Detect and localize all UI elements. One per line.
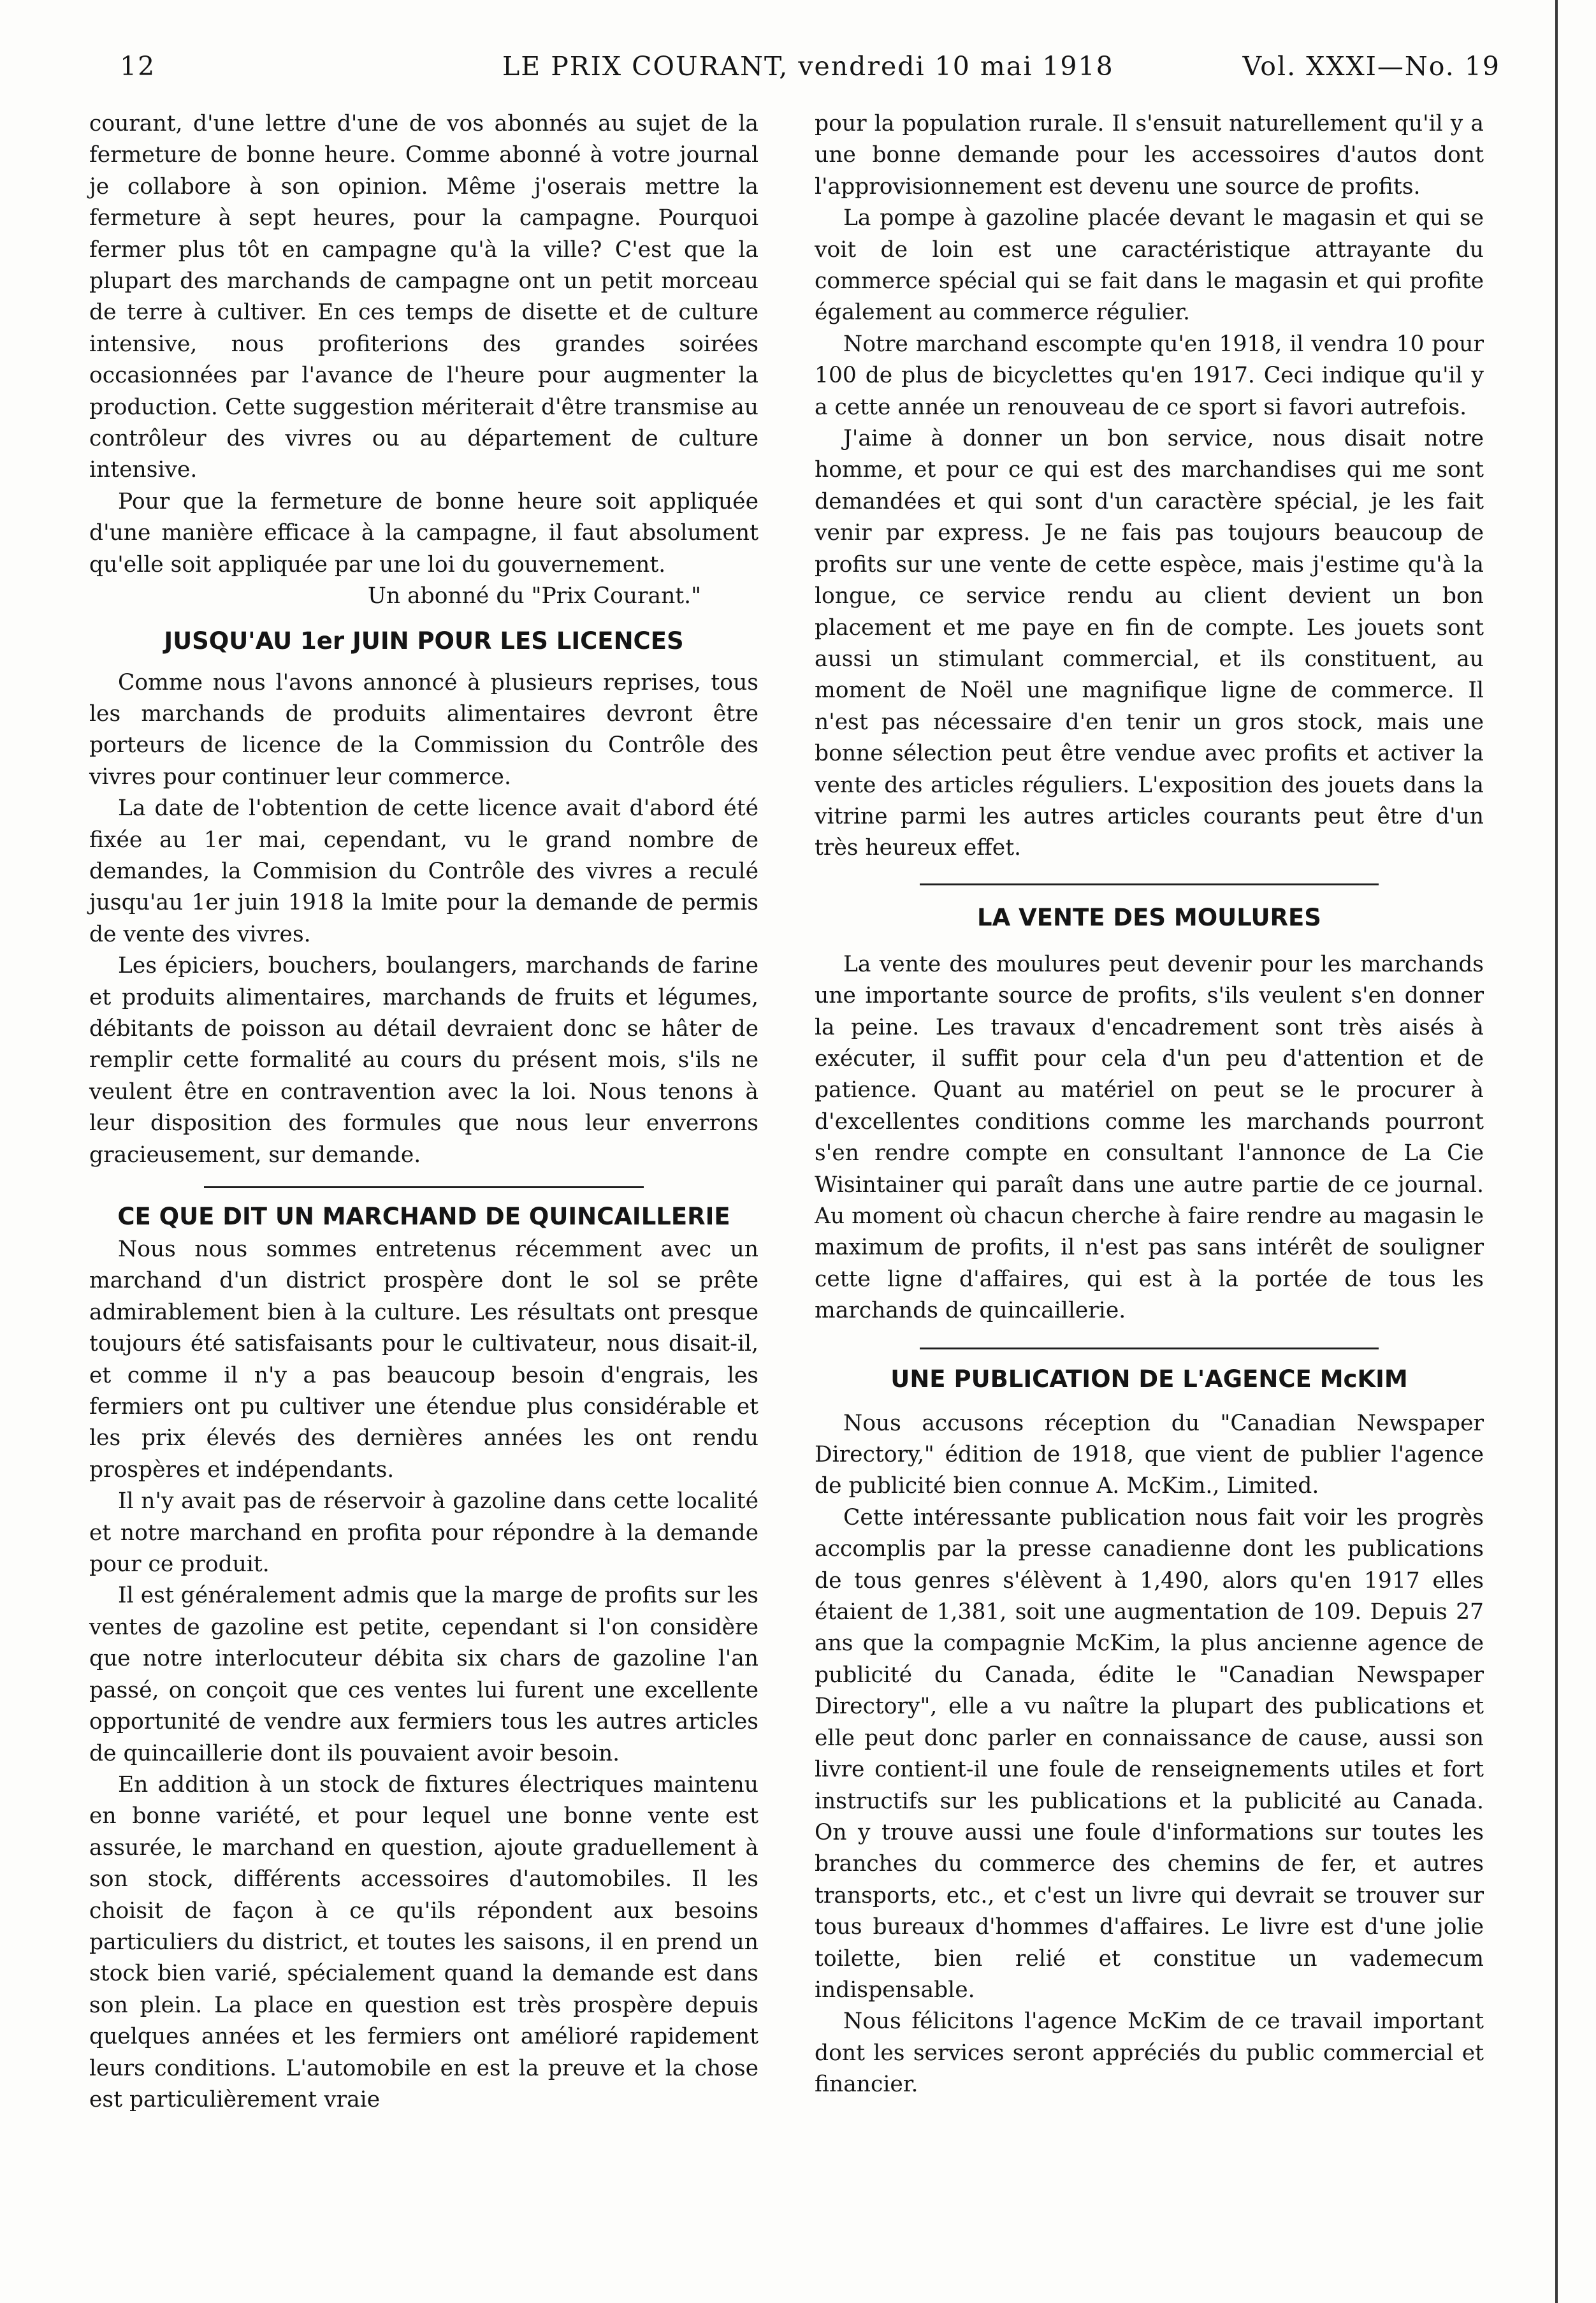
licences-article [89,667,758,1172]
article-paragraph: En addition à un stock de fixtures électriques maintenu en bonne variété, et pour lequel une bonne vente est assurée, le marchand en question, ajoute graduellement à son stock, différents accessoires d'automobiles. Il les choisit de façon à ce qu'ils répondent aux besoins particuliers du district, et toutes les saisons, il en prend un stock bien varié, spécialement quand la demande est dans son plein. La place en question est très prospère depuis quelques années et les fermiers ont amélioré rapidement leurs conditions. L'automobile en est la preuve et la chose est particulièrement vraie [89,1771,758,2112]
page-edge-rule [1555,0,1558,2303]
article-paragraph: J'aime à donner un bon service, nous disait notre homme, et pour ce qui est des marchandises qui me sont demandées et qui sont d'un caractère spécial, je les fait venir par express. Je ne fais pas toujours beaucoup de profits sur une vente de cette espèce, mais j'estime qu'à la longue, ce service rendu au client devient un bon placement et me paye en fin de compte. Les jouets sont aussi un stimulant commercial, et ils constituent, au moment de Noël une magnifique ligne de commerce. Il n'est pas nécessaire d'en tenir un gros stock, mais une bonne sélection peut être vendue avec profits et activer la vente des articles réguliers. L'exposition des jouets dans la vitrine parmi les autres articles courants peut être d'un très heureux effet. [815,426,1484,861]
article-paragraph: Nous félicitons l'agence McKim de ce travail important dont les services seront appréciés du public commercial et financier. [815,2009,1484,2098]
article-paragraph: Pour que la fermeture de bonne heure soit appliquée d'une manière efficace à la campagne, il faut absolument qu'elle soit appliquée par une loi du gouvernement. [89,488,758,578]
journal-title: LE PRIX COURANT, vendredi 10 mai 1918 [502,51,1114,82]
article-paragraph: pour la population rurale. Il s'ensuit naturellement qu'il y a une bonne demande pour les accessoires d'autos dont l'approvisionnement est devenu une source de profits. [815,111,1484,200]
letter-article [89,108,758,613]
article-paragraph: Comme nous l'avons annoncé à plusieurs reprises, tous les marchands de produits alimentaires devront être porteurs de licence de la Commission du Contrôle des vivres pour continuer leur commerce. [89,669,758,790]
page-header [120,51,1500,89]
article-paragraph: La pompe à gazoline placée devant le magasin et qui se voit de loin est une caractéristique attrayante du commerce spécial qui se fait dans le magasin et qui profite également au commerce régulier. [815,205,1484,326]
page-number: 12 [120,51,156,82]
article-paragraph: Notre marchand escompte qu'en 1918, il vendra 10 pour 100 de plus de bicyclettes qu'en 1917. Ceci indique qu'il y a cette année un renouveau de ce sport si favori autrefois. [815,331,1484,420]
quincaillerie-heading: CE QUE DIT UN MARCHAND DE QUINCAILLERIE [117,1203,730,1230]
article-paragraph: Il n'y avait pas de réservoir à gazoline dans cette localité et notre marchand en profita pour répondre à la demande pour ce produit. [89,1488,758,1578]
moulures-heading: LA VENTE DES MOULURES [977,903,1321,931]
article-paragraph: Nous accusons réception du "Canadian Newspaper Directory," édition de 1918, que vient de publier l'agence de publicité bien connue A. McKim., Limited. [815,1410,1484,1499]
volume-number: Vol. XXXI—No. 19 [1242,51,1500,82]
left-column [89,108,758,2116]
mckim-article [815,1408,1484,2101]
article-paragraph: Il est généralement admis que la marge de profits sur les ventes de gazoline est petite, cependant si l'on considère que notre interlocuteur débita six chars de gazoline l'an passé, on conçoit que ces ventes lui furent une excellente opportunité de vendre aux fermiers tous les autres articles de quincaillerie dont ils pouvaient avoir besoin. [89,1583,758,1766]
letter-signature: Un abonné du "Prix Courant." [367,583,701,609]
quincaillerie-continuation [815,108,1484,864]
article-paragraph: La date de l'obtention de cette licence avait d'abord été fixée au 1er mai, cependant, vu le grand nombre de demandes, la Commision du Contrôle des vivres a reculé jusqu'au 1er juin 1918 la lmite pour la demande de permis de vente des vivres. [89,796,758,947]
moulures-article [815,949,1484,1327]
article-paragraph: Les épiciers, bouchers, boulangers, marchands de farine et produits alimentaires, marchands de fruits et légumes, débitants de poisson au détail devraient donc se hâter de remplir cette formalité au cours du présent mois, s'ils ne veulent être en contravention avec la loi. Nous tenons à leur disposition des formules que nous leur enverrons gracieusement, sur demande. [89,953,758,1168]
mckim-heading: UNE PUBLICATION DE L'AGENCE McKIM [890,1365,1408,1393]
article-paragraph: courant, d'une lettre d'une de vos abonnés au sujet de la fermeture de bonne heure. Comme abonné à votre journal je collabore à son opinion. Même j'oserais mettre la fermeture à sept heures, pour la campagne. Pourquoi fermer plus tôt en campagne qu'à la ville? C'est que la plupart des marchands de campagne ont un petit morceau de terre à cultiver. En ces temps de disette et de culture intensive, nous profiterions des grandes soirées occasionnées par l'avance de l'heure pour augmenter la production. Cette suggestion mériterait d'être transmise au contrôleur des vivres ou au département de culture intensive. [89,111,758,483]
article-paragraph: La vente des moulures peut devenir pour les marchands une importante source de profits, s'ils veulent s'en donner la peine. Les travaux d'encadrement sont très aisés à exécuter, il suffit pour cela d'un peu d'attention et de patience. Quant au matériel on peut se le procurer à d'excellentes conditions comme les marchands pourront s'en rendre compte en consultant l'annonce de La Cie Wisintainer qui paraît dans une autre partie de ce journal. Au moment où chacun cherche à faire rendre au magasin le maximum de profits, il n'est pas sans intérêt de souligner cette ligne d'affaires, qui est à la portée de tous les marchands de quincaillerie. [815,951,1484,1324]
article-paragraph: Cette intéressante publication nous fait voir les progrès accomplis par la presse canadienne dont les publications de tous genres s'élèvent à 1,490, alors qu'en 1917 elles étaient de 1,381, soit une augmentation de 109. Depuis 27 ans que la compagnie McKim, la plus ancienne agence de publicité du Canada, édite le "Canadian Newspaper Directory", elle a vu naître la plupart des publications et elle peut donc parler en connaissance de cause, aussi son livre contient-il une foule de renseignements utiles et fort instructifs sur les publications et la publicité au Canada. On y trouve aussi une foule d'informations sur toutes les branches du commerce des chemins de fer, et autres transports, etc., et c'est un livre qui devrait se trouver sur tous bureaux d'hommes d'affaires. Le livre est d'une jolie toilette, bien relié et constitue un vademecum indispensable. [815,1504,1484,2003]
article-paragraph: Nous nous sommes entretenus récemment avec un marchand d'un district prospère dont le sol se prête admirablement bien à la culture. Les résultats ont presque toujours été satisfaisants pour le cultivateur, nous disait-il, et comme il n'y a pas beaucoup besoin d'engrais, les fermiers ont pu cultiver une étendue plus considérable et les prix élevés des dernières années les ont rendu prospères et indépendants. [89,1237,758,1483]
right-column [815,108,1484,2101]
quincaillerie-article [89,1234,758,2116]
licences-heading: JUSQU'AU 1er JUIN POUR LES LICENCES [164,627,684,655]
